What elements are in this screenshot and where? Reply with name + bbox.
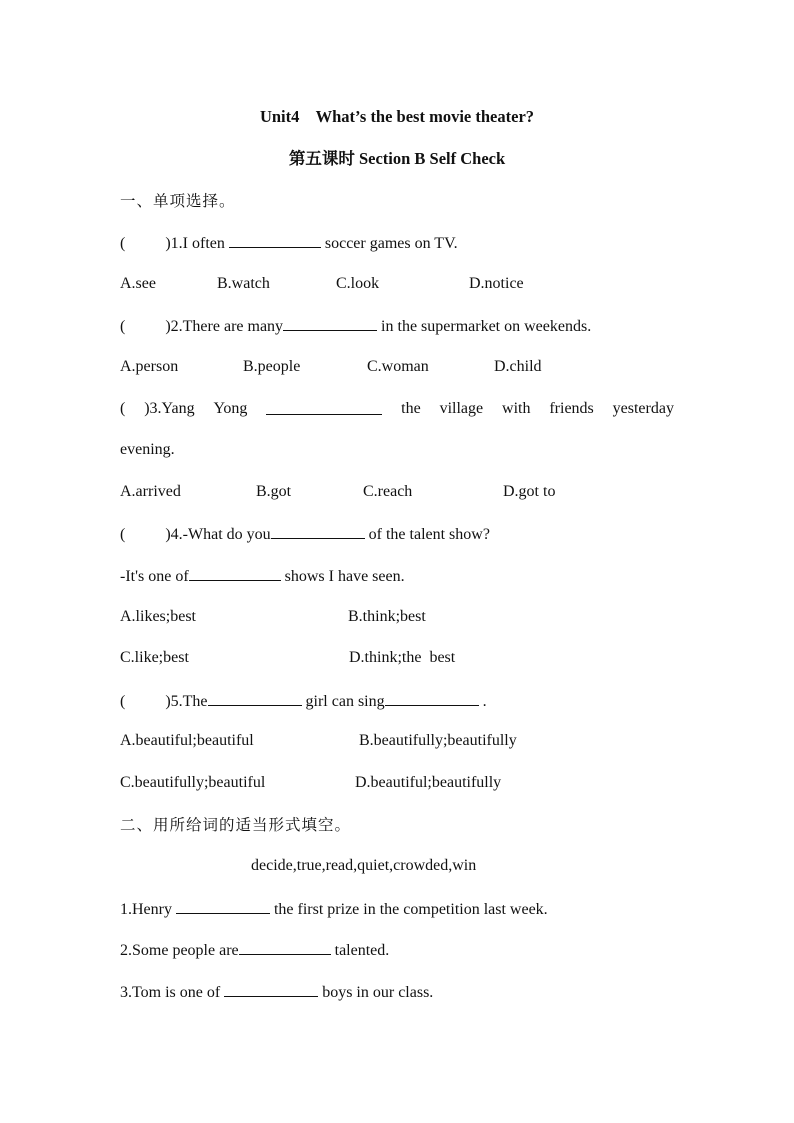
answer-blank	[385, 690, 479, 706]
question-1: ( )1.I often soccer games on TV.	[120, 232, 458, 254]
section2-heading: 二、用所给词的适当形式填空。	[120, 816, 352, 834]
answer-blank	[283, 315, 377, 331]
answer-blank	[229, 232, 321, 248]
question-5: ( )5.The girl can sing .	[120, 690, 487, 712]
option-a: A.likes;best	[120, 608, 196, 625]
option-c: C.woman	[367, 358, 429, 375]
option-c: C.like;best	[120, 649, 189, 666]
page-title: Unit4 What’s the best movie theater?	[259, 107, 535, 126]
option-b: B.think;best	[348, 608, 426, 625]
fill-item-1: 1.Henry the first prize in the competition last week.	[120, 898, 548, 920]
answer-blank	[224, 981, 318, 997]
option-c: C.beautifully;beautiful	[120, 774, 266, 791]
question-2: ( )2.There are many in the supermarket on weekends.	[120, 315, 591, 337]
question-3-continued: evening.	[120, 441, 175, 458]
option-a: A.arrived	[120, 483, 181, 500]
option-d: D.think;the best	[349, 649, 456, 666]
option-a: A.person	[120, 358, 179, 375]
answer-blank	[189, 565, 281, 581]
option-b: B.got	[256, 483, 292, 500]
fill-item-3: 3.Tom is one of boys in our class.	[120, 981, 433, 1003]
answer-blank	[176, 898, 270, 914]
option-a: A.beautiful;beautiful	[120, 732, 254, 749]
section1-heading: 一、单项选择。	[120, 192, 236, 210]
option-b: B.beautifully;beautifully	[359, 732, 517, 749]
fill-item-2: 2.Some people are talented.	[120, 939, 389, 961]
option-b: B.people	[243, 358, 301, 375]
option-d: D.got to	[503, 483, 556, 500]
option-c: C.look	[336, 275, 380, 292]
word-bank: decide,true,read,quiet,crowded,win	[251, 857, 477, 874]
option-d: D.child	[494, 358, 542, 375]
option-a: A.see	[120, 275, 156, 292]
answer-blank	[271, 523, 365, 539]
question-3: ( )3.Yang Yong the village with friends yesterday	[120, 400, 674, 417]
option-c: C.reach	[363, 483, 413, 500]
answer-blank	[208, 690, 302, 706]
answer-blank	[239, 939, 331, 955]
question-4: ( )4.-What do you of the talent show?	[120, 523, 490, 545]
option-d: D.notice	[469, 275, 524, 292]
page-subtitle: 第五课时 Section B Self Check	[288, 149, 506, 168]
option-d: D.beautiful;beautifully	[355, 774, 502, 791]
option-b: B.watch	[217, 275, 270, 292]
question-4-line2: -It's one of shows I have seen.	[120, 565, 405, 587]
answer-blank	[266, 399, 382, 415]
